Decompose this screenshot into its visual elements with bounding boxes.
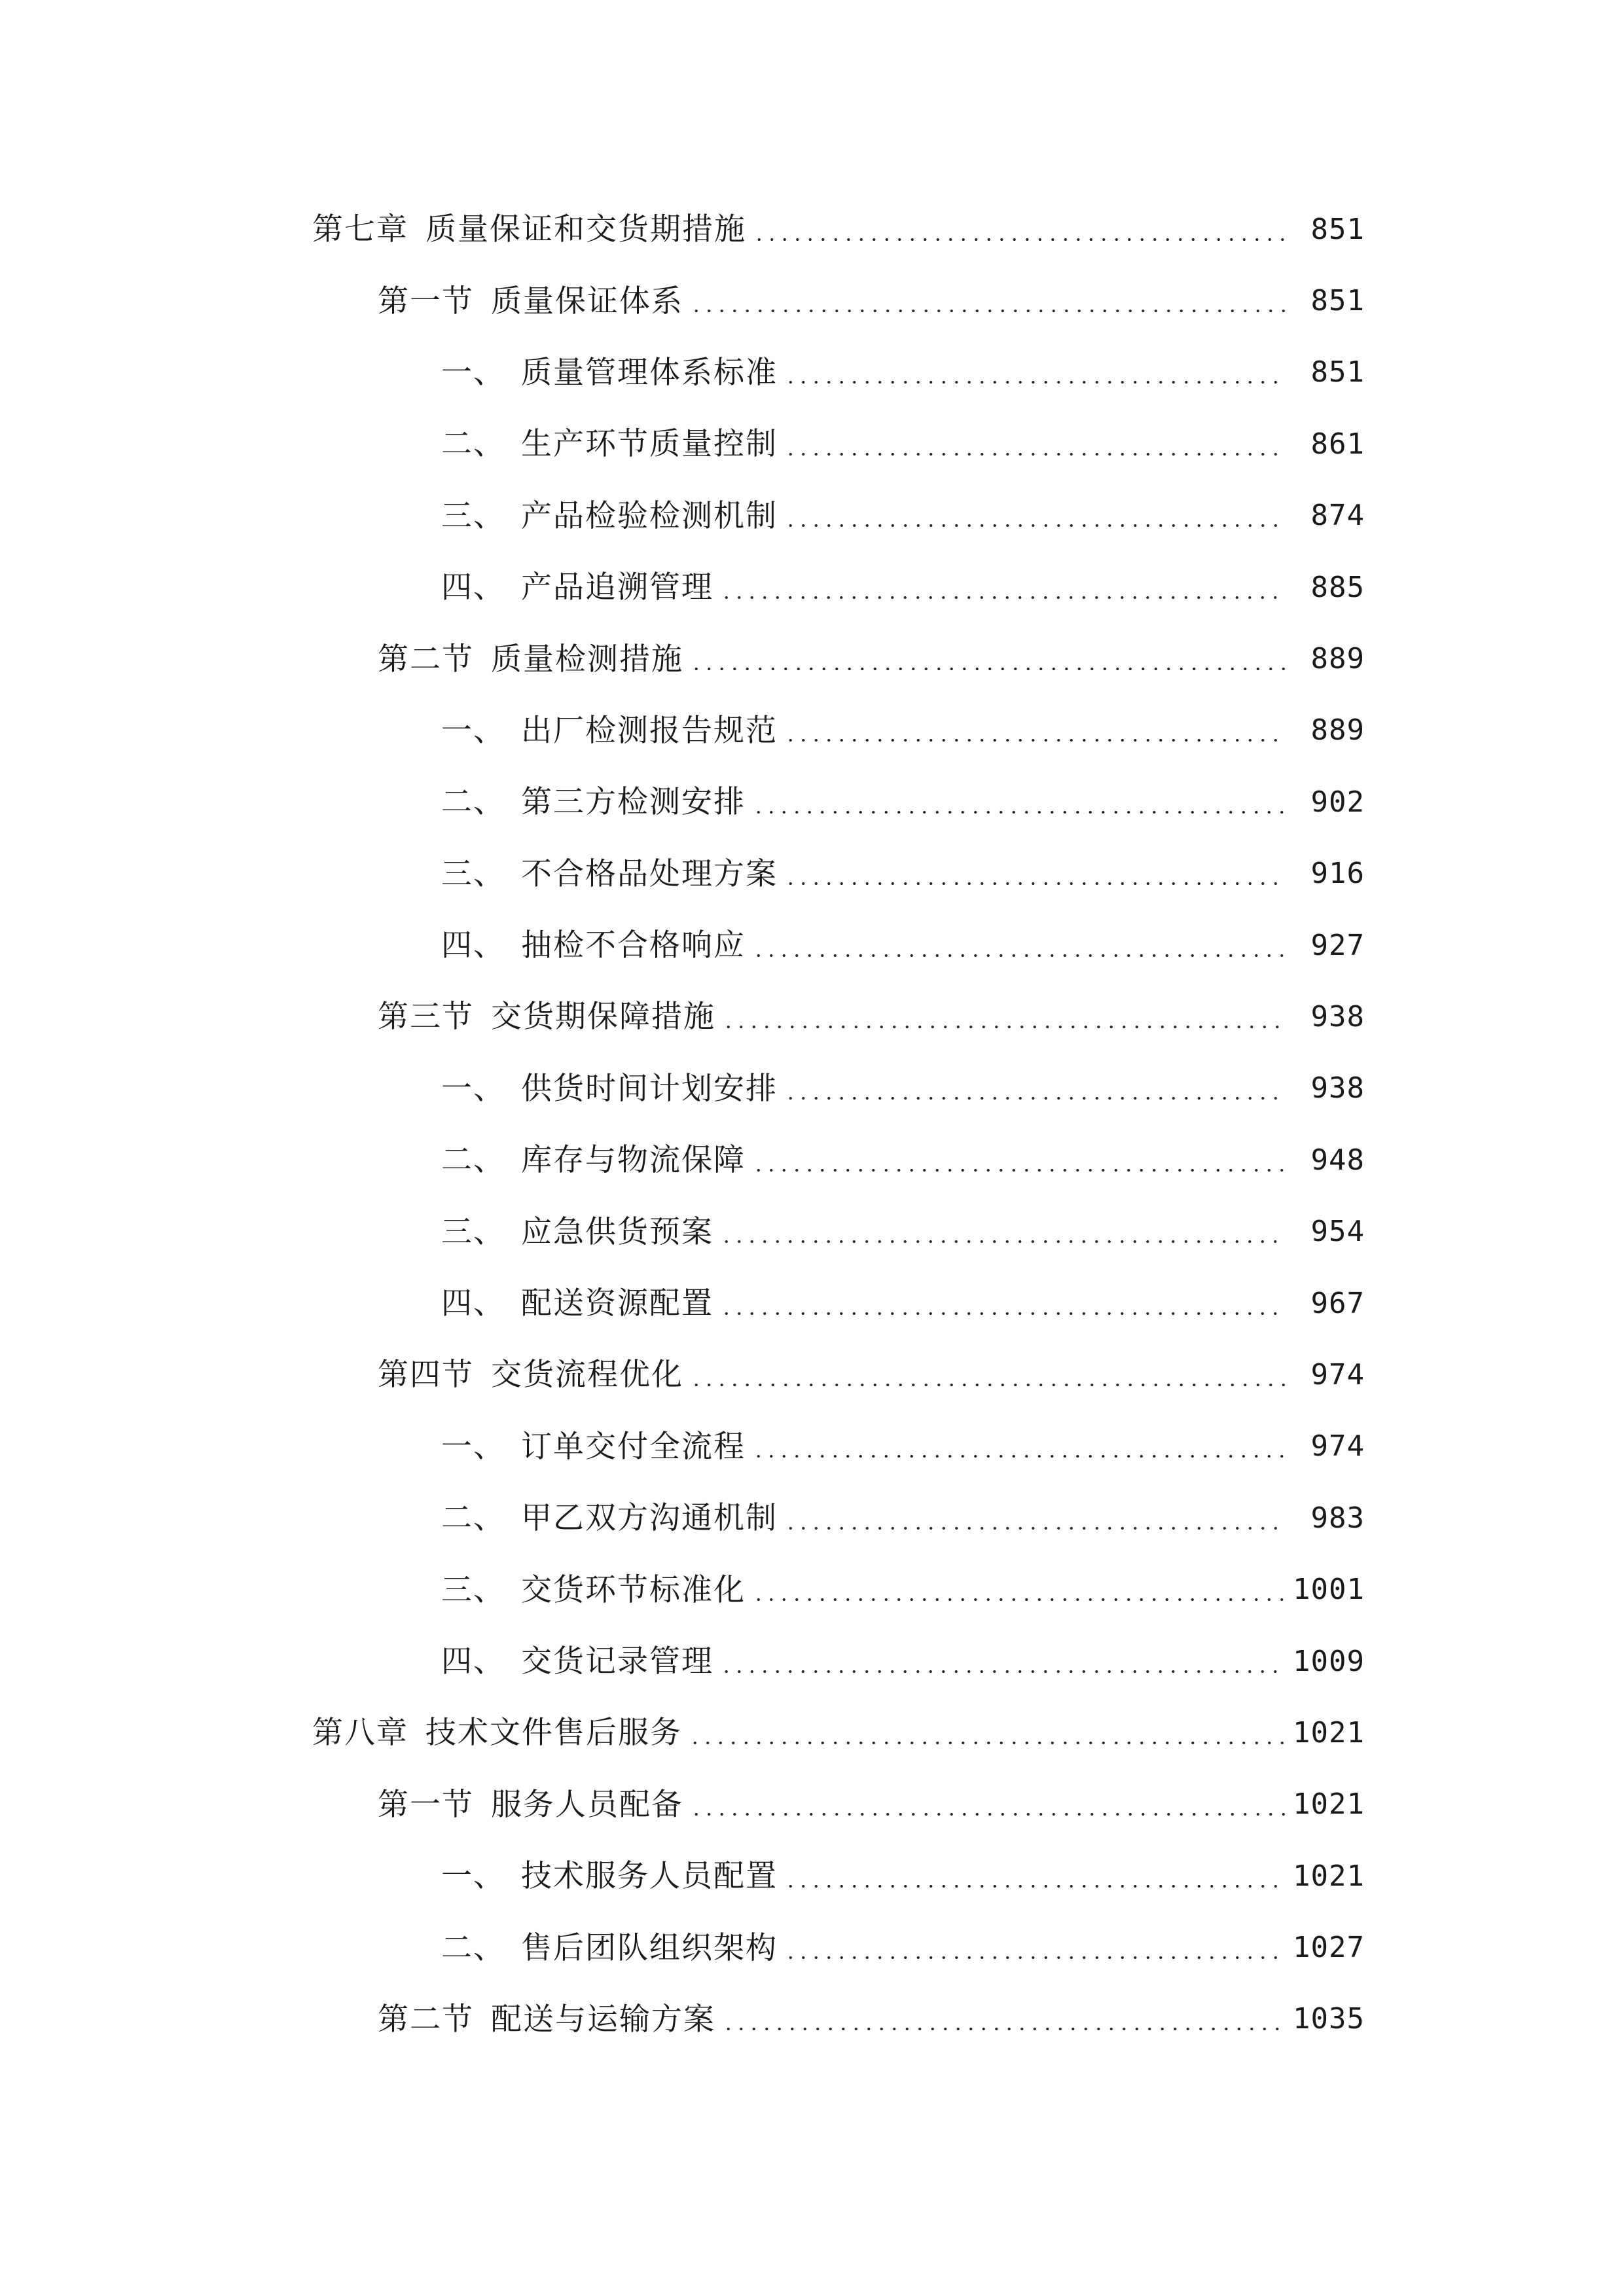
toc-entry-title: 质量保证和交货期措施 xyxy=(425,211,746,248)
toc-entry-subsection[interactable] xyxy=(0,1912,1624,1983)
toc-entry-title: 交货环节标准化 xyxy=(521,1571,746,1608)
toc-entry-prefix: 一、 xyxy=(441,1858,505,1895)
toc-entry-title: 库存与物流保障 xyxy=(521,1142,746,1179)
toc-entry-title: 交货流程优化 xyxy=(491,1357,683,1393)
dot-leader xyxy=(720,1670,1285,1673)
toc-entry-prefix: 第二节 xyxy=(378,641,474,677)
toc-entry-chapter[interactable] xyxy=(0,194,1624,265)
toc-entry-prefix: 二、 xyxy=(441,1500,505,1537)
toc-entry-chapter[interactable] xyxy=(0,1697,1624,1768)
toc-entry-prefix: 第一节 xyxy=(378,1786,474,1823)
toc-entry-page-number: 974 xyxy=(1310,1429,1365,1463)
toc-entry-subsection[interactable] xyxy=(0,1626,1624,1697)
toc-entry-page-number: 1021 xyxy=(1293,1787,1365,1821)
toc-entry-subsection[interactable] xyxy=(0,910,1624,981)
toc-entry-prefix: 四、 xyxy=(441,569,505,606)
table-of-contents xyxy=(0,194,1624,2055)
toc-entry-page-number: 927 xyxy=(1310,928,1365,962)
dot-leader xyxy=(784,1885,1285,1888)
toc-entry-page-number: 902 xyxy=(1310,785,1365,819)
toc-entry-page-number: 1021 xyxy=(1293,1715,1365,1749)
toc-entry-subsection[interactable] xyxy=(0,838,1624,910)
dot-leader xyxy=(690,1384,1285,1386)
dot-leader xyxy=(784,1097,1285,1100)
dot-leader xyxy=(720,596,1285,599)
toc-entry-prefix: 一、 xyxy=(441,1428,505,1465)
toc-entry-section[interactable] xyxy=(0,1984,1624,2055)
toc-entry-prefix: 二、 xyxy=(441,784,505,821)
dot-leader xyxy=(722,1026,1285,1028)
toc-entry-prefix: 三、 xyxy=(441,855,505,892)
toc-entry-title: 订单交付全流程 xyxy=(521,1428,746,1465)
dot-leader xyxy=(690,1813,1285,1816)
toc-entry-page-number: 889 xyxy=(1310,642,1365,676)
dot-leader xyxy=(752,1169,1285,1172)
toc-entry-prefix: 第三节 xyxy=(378,999,474,1035)
dot-leader xyxy=(752,954,1285,957)
toc-entry-page-number: 1035 xyxy=(1293,2002,1365,2036)
dot-leader xyxy=(784,739,1285,742)
dot-leader xyxy=(752,811,1285,814)
toc-entry-prefix: 三、 xyxy=(441,1571,505,1608)
toc-entry-page-number: 851 xyxy=(1310,355,1365,389)
toc-entry-subsection[interactable] xyxy=(0,337,1624,408)
toc-entry-title: 售后团队组织架构 xyxy=(521,1929,778,1966)
toc-entry-title: 第三方检测安排 xyxy=(521,784,746,821)
toc-entry-page-number: 1021 xyxy=(1293,1859,1365,1893)
toc-entry-page-number: 889 xyxy=(1310,713,1365,747)
toc-entry-title: 质量检测措施 xyxy=(491,641,683,677)
toc-entry-subsection[interactable] xyxy=(0,1482,1624,1554)
toc-entry-prefix: 四、 xyxy=(441,1643,505,1679)
toc-entry-page-number: 874 xyxy=(1310,499,1365,533)
toc-entry-prefix: 第一节 xyxy=(378,283,474,319)
toc-entry-title: 出厂检测报告规范 xyxy=(521,712,778,749)
dot-leader xyxy=(752,1455,1285,1458)
dot-leader xyxy=(784,882,1285,885)
toc-entry-title: 技术服务人员配置 xyxy=(521,1858,778,1895)
toc-entry-prefix: 第七章 xyxy=(312,211,408,248)
toc-entry-title: 交货记录管理 xyxy=(521,1643,713,1679)
dot-leader xyxy=(720,1240,1285,1243)
toc-entry-section[interactable] xyxy=(0,981,1624,1052)
toc-entry-section[interactable] xyxy=(0,265,1624,336)
toc-entry-title: 产品追溯管理 xyxy=(521,569,713,606)
toc-entry-title: 技术文件售后服务 xyxy=(425,1715,682,1751)
toc-entry-title: 抽检不合格响应 xyxy=(521,927,746,964)
dot-leader xyxy=(784,453,1285,456)
toc-entry-subsection[interactable] xyxy=(0,408,1624,480)
toc-entry-prefix: 三、 xyxy=(441,1213,505,1250)
toc-entry-page-number: 1009 xyxy=(1293,1644,1365,1678)
toc-entry-prefix: 第四节 xyxy=(378,1357,474,1393)
toc-entry-prefix: 一、 xyxy=(441,712,505,749)
toc-entry-subsection[interactable] xyxy=(0,1196,1624,1267)
toc-entry-title: 服务人员配备 xyxy=(491,1786,683,1823)
toc-entry-title: 甲乙双方沟通机制 xyxy=(521,1500,778,1537)
toc-entry-title: 配送资源配置 xyxy=(521,1285,713,1322)
toc-entry-section[interactable] xyxy=(0,1339,1624,1410)
toc-entry-subsection[interactable] xyxy=(0,1124,1624,1196)
toc-entry-page-number: 861 xyxy=(1310,427,1365,461)
toc-entry-page-number: 851 xyxy=(1310,284,1365,318)
toc-entry-title: 配送与运输方案 xyxy=(491,2001,715,2037)
toc-entry-page-number: 983 xyxy=(1310,1501,1365,1535)
toc-entry-page-number: 885 xyxy=(1310,570,1365,604)
toc-entry-page-number: 1001 xyxy=(1293,1573,1365,1607)
dot-leader xyxy=(689,1742,1285,1744)
toc-entry-subsection[interactable] xyxy=(0,766,1624,838)
toc-entry-page-number: 851 xyxy=(1310,212,1365,246)
dot-leader xyxy=(784,381,1285,384)
toc-entry-subsection[interactable] xyxy=(0,480,1624,552)
toc-entry-page-number: 938 xyxy=(1310,1071,1365,1105)
toc-entry-page-number: 948 xyxy=(1310,1143,1365,1177)
dot-leader xyxy=(784,1956,1285,1959)
dot-leader xyxy=(720,1312,1285,1315)
toc-entry-section[interactable] xyxy=(0,1769,1624,1840)
toc-entry-subsection[interactable] xyxy=(0,552,1624,623)
toc-entry-subsection[interactable] xyxy=(0,1268,1624,1339)
toc-entry-prefix: 二、 xyxy=(441,1929,505,1966)
dot-leader xyxy=(753,238,1285,241)
toc-entry-page-number: 916 xyxy=(1310,857,1365,891)
toc-entry-prefix: 三、 xyxy=(441,497,505,534)
toc-entry-prefix: 二、 xyxy=(441,1142,505,1179)
toc-entry-title: 质量保证体系 xyxy=(491,283,683,319)
toc-entry-title: 交货期保障措施 xyxy=(491,999,715,1035)
toc-entry-page-number: 1027 xyxy=(1293,1931,1365,1965)
toc-entry-subsection[interactable] xyxy=(0,1554,1624,1625)
toc-entry-prefix: 一、 xyxy=(441,354,505,391)
dot-leader xyxy=(690,668,1285,670)
dot-leader xyxy=(784,524,1285,527)
toc-entry-prefix: 四、 xyxy=(441,927,505,964)
toc-entry-title: 不合格品处理方案 xyxy=(521,855,778,892)
toc-entry-page-number: 938 xyxy=(1310,999,1365,1033)
toc-entry-prefix: 二、 xyxy=(441,426,505,463)
dot-leader xyxy=(690,310,1285,312)
toc-entry-prefix: 第二节 xyxy=(378,2001,474,2037)
toc-entry-subsection[interactable] xyxy=(0,1411,1624,1482)
toc-entry-title: 应急供货预案 xyxy=(521,1213,713,1250)
toc-entry-subsection[interactable] xyxy=(0,1840,1624,1912)
dot-leader xyxy=(722,2028,1285,2030)
dot-leader xyxy=(752,1598,1285,1601)
toc-entry-prefix: 一、 xyxy=(441,1070,505,1107)
dot-leader xyxy=(784,1527,1285,1530)
toc-entry-section[interactable] xyxy=(0,623,1624,694)
toc-entry-page-number: 954 xyxy=(1310,1215,1365,1249)
toc-entry-page-number: 974 xyxy=(1310,1357,1365,1391)
toc-entry-subsection[interactable] xyxy=(0,1053,1624,1124)
toc-entry-title: 质量管理体系标准 xyxy=(521,354,778,391)
toc-entry-title: 产品检验检测机制 xyxy=(521,497,778,534)
toc-entry-subsection[interactable] xyxy=(0,695,1624,766)
toc-entry-page-number: 967 xyxy=(1310,1286,1365,1320)
toc-entry-title: 供货时间计划安排 xyxy=(521,1070,778,1107)
toc-entry-title: 生产环节质量控制 xyxy=(521,426,778,463)
toc-entry-prefix: 第八章 xyxy=(312,1715,408,1751)
toc-entry-prefix: 四、 xyxy=(441,1285,505,1322)
